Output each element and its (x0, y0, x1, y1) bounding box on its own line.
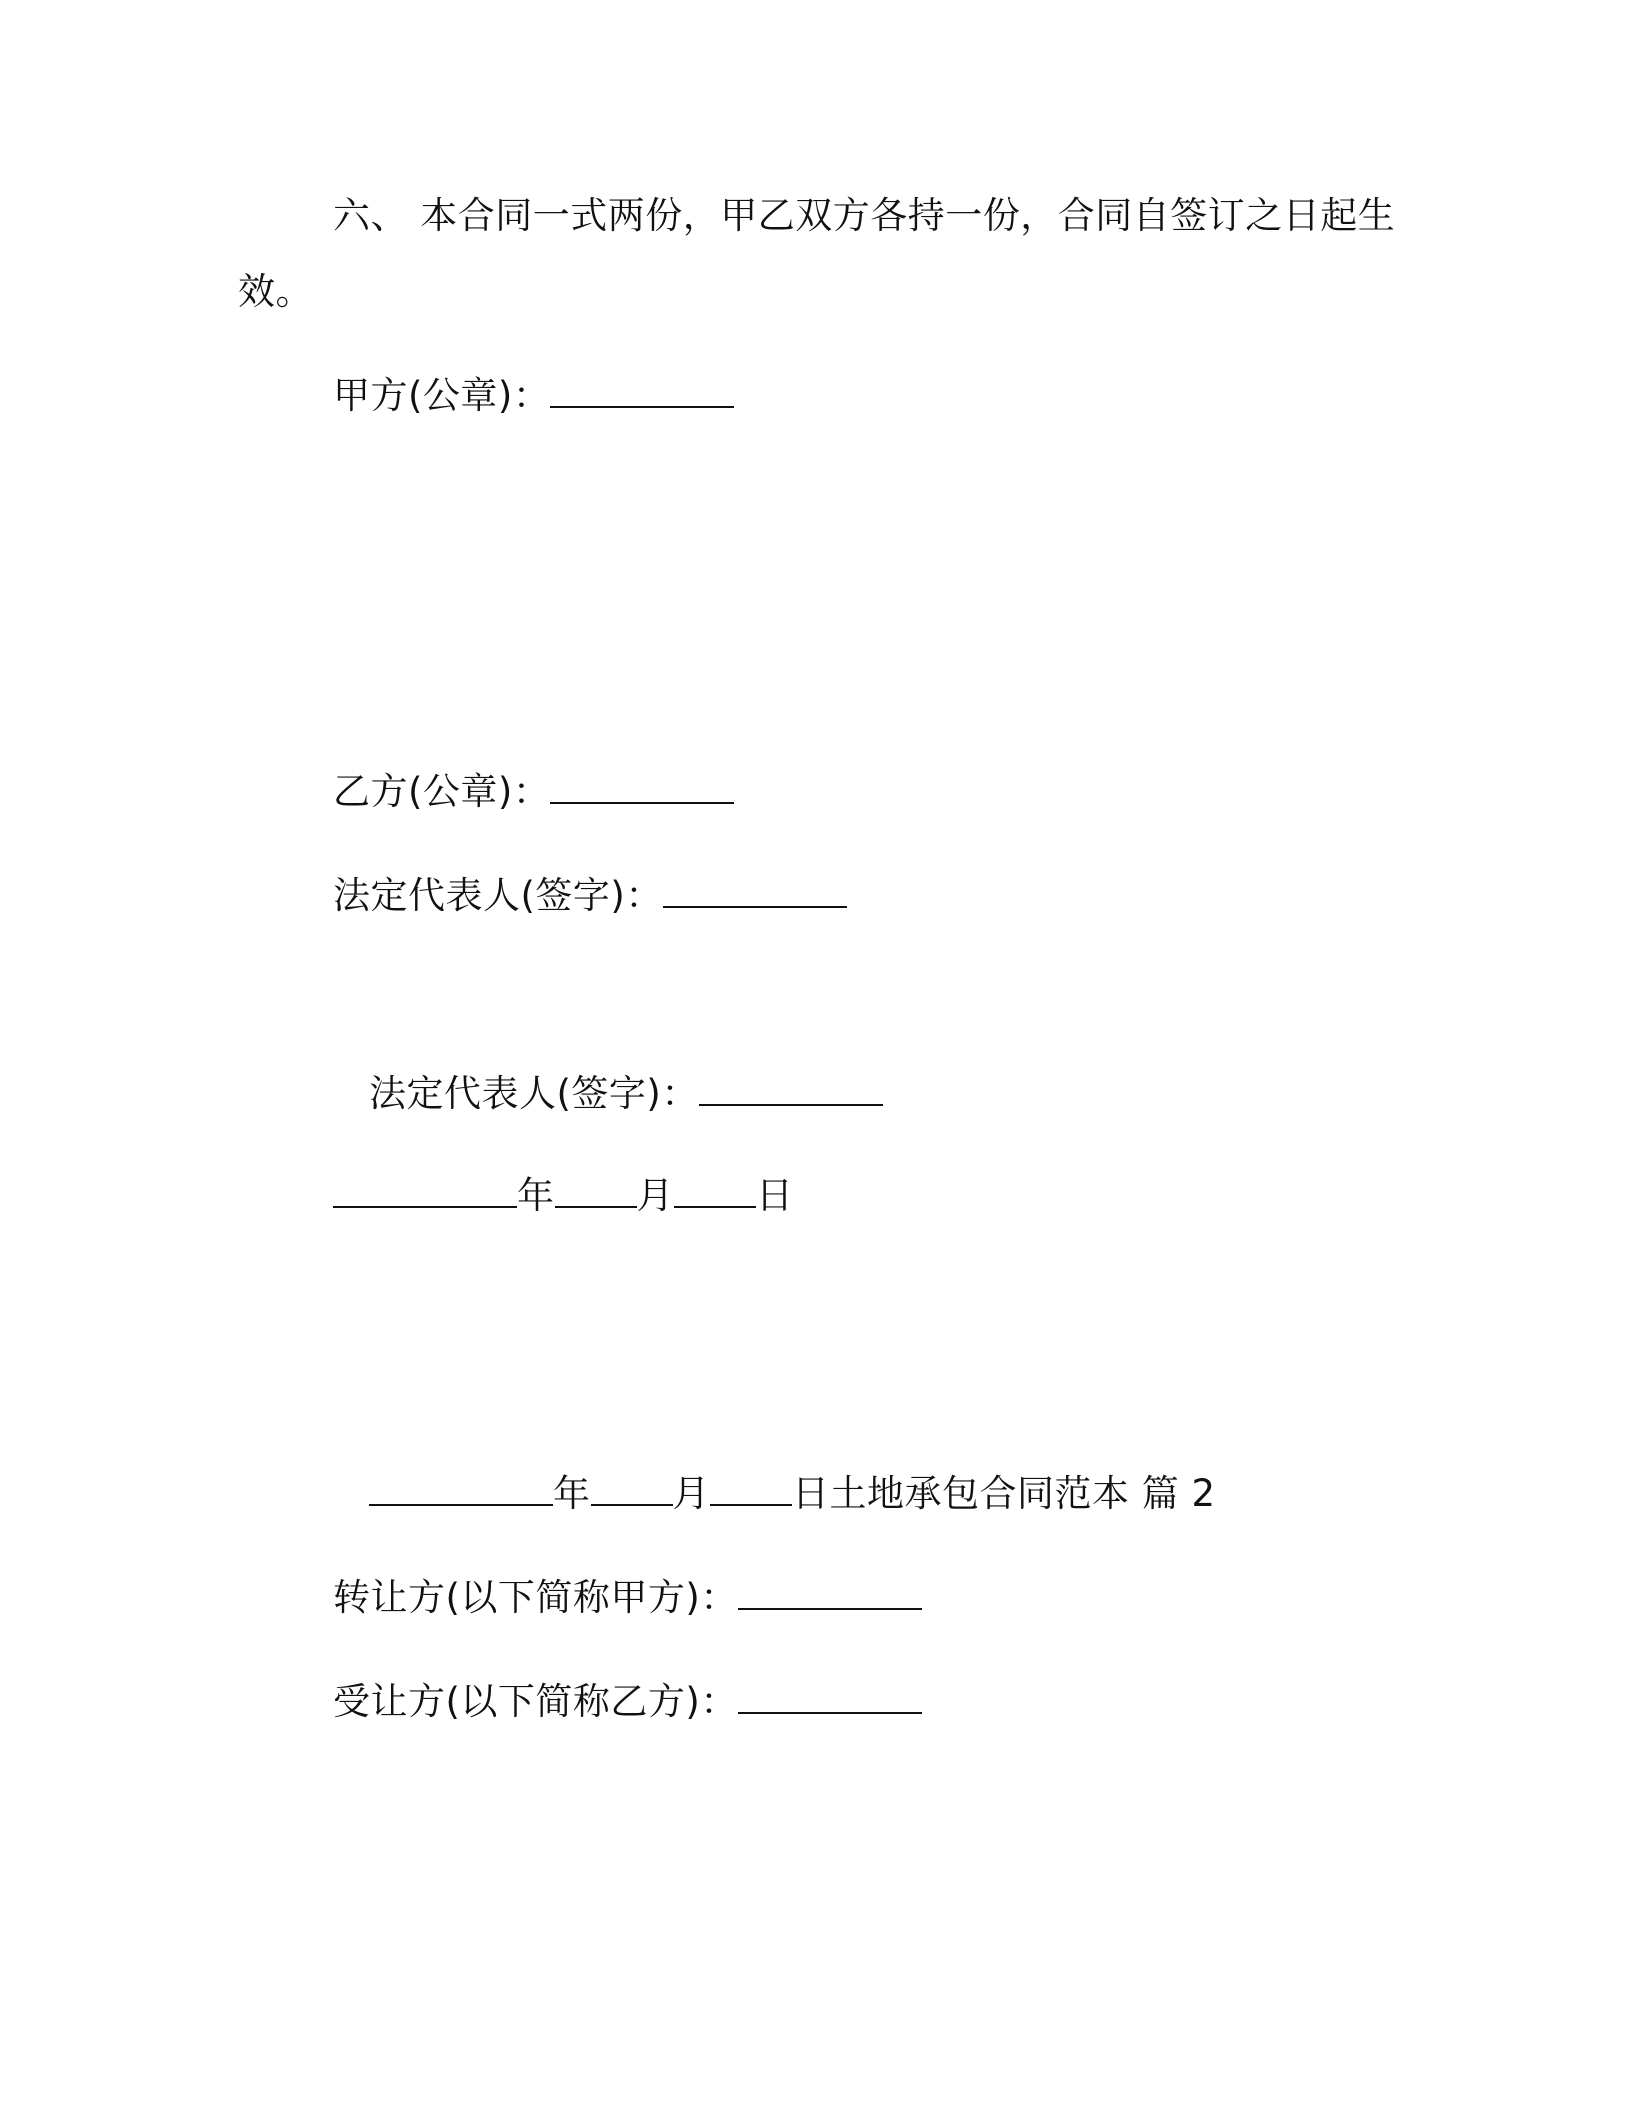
transferor-blank[interactable] (738, 1578, 922, 1610)
date-year-blank[interactable] (333, 1176, 517, 1208)
heading-year-blank[interactable] (369, 1474, 553, 1506)
date-day-label: 日 (756, 1174, 794, 1217)
transferee-label: 受让方(以下简称乙方)： (333, 1680, 738, 1723)
legal-rep-label-1: 法定代表人(签字)： (333, 874, 663, 917)
party-b-seal-blank[interactable] (550, 772, 734, 804)
heading-month-label: 月 (672, 1472, 710, 1515)
clause-six-line-2 (238, 268, 313, 316)
date-month-blank[interactable] (555, 1176, 637, 1208)
transferor-row (333, 1574, 922, 1622)
date-day-blank[interactable] (674, 1176, 756, 1208)
legal-rep-row-1 (333, 872, 847, 920)
party-b-seal-label: 乙方(公章)： (333, 770, 551, 813)
heading-title: 日土地承包合同范本 篇 2 (792, 1472, 1216, 1515)
party-b-seal-row (333, 768, 734, 816)
date-row (333, 1172, 794, 1220)
clause-six-text: 六、 本合同一式两份，甲乙双方各持一份，合同自签订之日起生 (333, 194, 1396, 237)
transferee-blank[interactable] (738, 1682, 922, 1714)
party-a-seal-label: 甲方(公章)： (333, 374, 551, 417)
party-a-seal-row (333, 372, 734, 420)
legal-rep-row-2 (369, 1070, 883, 1118)
legal-rep-blank-2[interactable] (699, 1074, 883, 1106)
heading-year-label: 年 (553, 1472, 591, 1515)
date-year-label: 年 (517, 1174, 555, 1217)
legal-rep-blank-1[interactable] (663, 876, 847, 908)
heading-month-blank[interactable] (591, 1474, 673, 1506)
heading-day-blank[interactable] (710, 1474, 792, 1506)
clause-six-line-1 (333, 192, 1395, 240)
transferor-label: 转让方(以下简称甲方)： (333, 1576, 738, 1619)
transferee-row (333, 1678, 922, 1726)
clause-six-text-continued: 效。 (238, 270, 313, 313)
contract-2-heading (369, 1470, 1216, 1518)
date-month-label: 月 (636, 1174, 674, 1217)
legal-rep-label-2: 法定代表人(签字)： (369, 1072, 699, 1115)
party-a-seal-blank[interactable] (550, 376, 734, 408)
